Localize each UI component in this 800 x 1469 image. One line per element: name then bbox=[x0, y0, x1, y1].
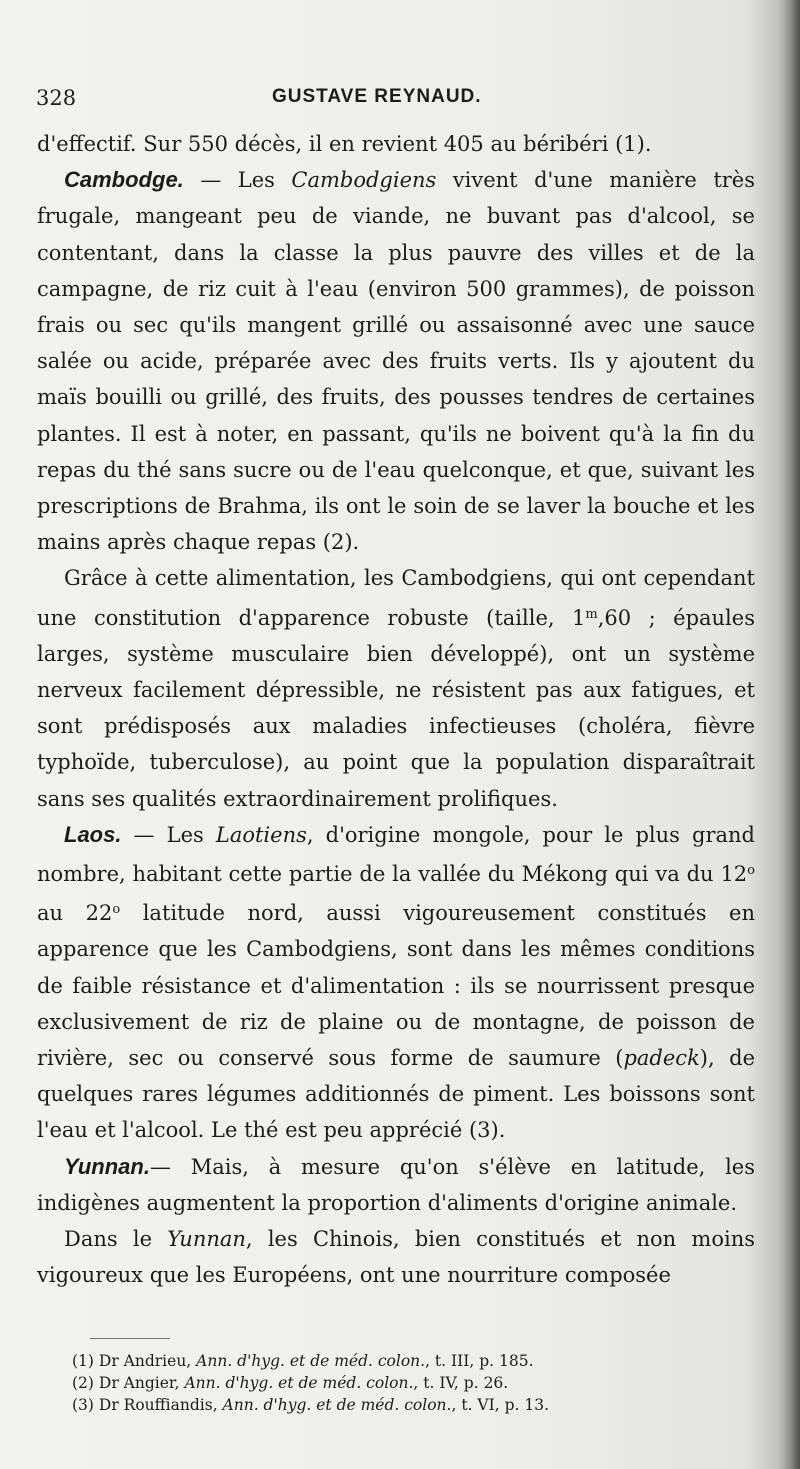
footnote: (3) Dr Rouffiandis, Ann. d'hyg. et de méd. colon., t. VI, p. 13. bbox=[72, 1396, 550, 1414]
page-edge-shadow bbox=[778, 0, 800, 1469]
body-text bbox=[37, 126, 755, 1294]
paragraph-laos: Laos. — Les Laotiens, d'origine mongole, pour le plus grand nombre, habitant cette partie de la vallée du Mékong qui va du 12$^o$ au 22$^o$ latitude nord, aussi vigoureusement constitués en apparence que les Cambodgiens, sont dans les mêmes conditions de faible résistance et d'alimentation : ils se nourrissent presque exclusivement de riz de plaine ou de montagne, de poisson de rivière, sec ou conservé sous forme de saumure (padeck), de quelques rares légumes additionnés de piment. Les boissons sont l'eau et l'alcool. Le thé est peu apprécié (3). bbox=[37, 821, 755, 1143]
paragraph-yunnan: Yunnan.— Mais, à mesure qu'on s'élève en latitude, les indigènes augmentent la proportion d'aliments d'origine animale. bbox=[37, 1153, 755, 1215]
section-title-laos: Laos. bbox=[64, 821, 122, 847]
footnotes bbox=[72, 1350, 732, 1416]
footnote-rule bbox=[90, 1338, 170, 1339]
section-title-cambodge: Cambodge. bbox=[64, 167, 184, 193]
section-title-yunnan: Yunnan. bbox=[64, 1153, 150, 1179]
running-head: GUSTAVE REYNAUD. bbox=[272, 86, 482, 107]
page-number: 328 bbox=[36, 86, 77, 110]
paragraph-alimentation: Grâce à cette alimentation, les Cambodgiens, qui ont cependant une constitution d'apparence robuste (taille, 1$^m$,60 ; épaules larges, système musculaire bien développé), ont un système nerveux facilement dépressible, ne résistent pas aux fatigues, et sont prédisposés aux maladies infectieuses (choléra, fièvre typhoïde, tuberculose), au point que la population disparaîtrait sans ses qualités extraordinairement prolifiques. bbox=[37, 566, 755, 811]
footnote: (2) Dr Angier, Ann. d'hyg. et de méd. colon., t. IV, p. 26. bbox=[72, 1374, 509, 1392]
paragraph-cambodge: Cambodge. — Les Cambodgiens vivent d'une manière très frugale, mangeant peu de viande, ne buvant pas d'alcool, se contentant, dans la classe la plus pauvre des villes et de la campagne, de riz cuit à l'eau (environ 500 grammes), de poisson frais ou sec qu'ils mangent grillé ou assaisonné avec une sauce salée ou acide, préparée avec des fruits verts. Ils y ajoutent du maïs bouilli ou grillé, des fruits, des pousses tendres de certaines plantes. Il est à noter, en passant, qu'ils ne boivent qu'à la fin du repas du thé sans sucre ou de l'eau quelconque, et que, suivant les prescriptions de Brahma, ils ont le soin de se laver la bouche et les mains après chaque repas (2). bbox=[37, 167, 755, 555]
page-header bbox=[36, 86, 756, 116]
paragraph-yunnan-chinois: Dans le Yunnan, les Chinois, bien constitués et non moins vigoureux que les Européens, ont une nourriture composée bbox=[37, 1227, 755, 1288]
paragraph-continuation: d'effectif. Sur 550 décès, il en revient 405 au béribéri (1). bbox=[37, 132, 652, 156]
footnote: (1) Dr Andrieu, Ann. d'hyg. et de méd. colon., t. III, p. 185. bbox=[72, 1352, 534, 1370]
